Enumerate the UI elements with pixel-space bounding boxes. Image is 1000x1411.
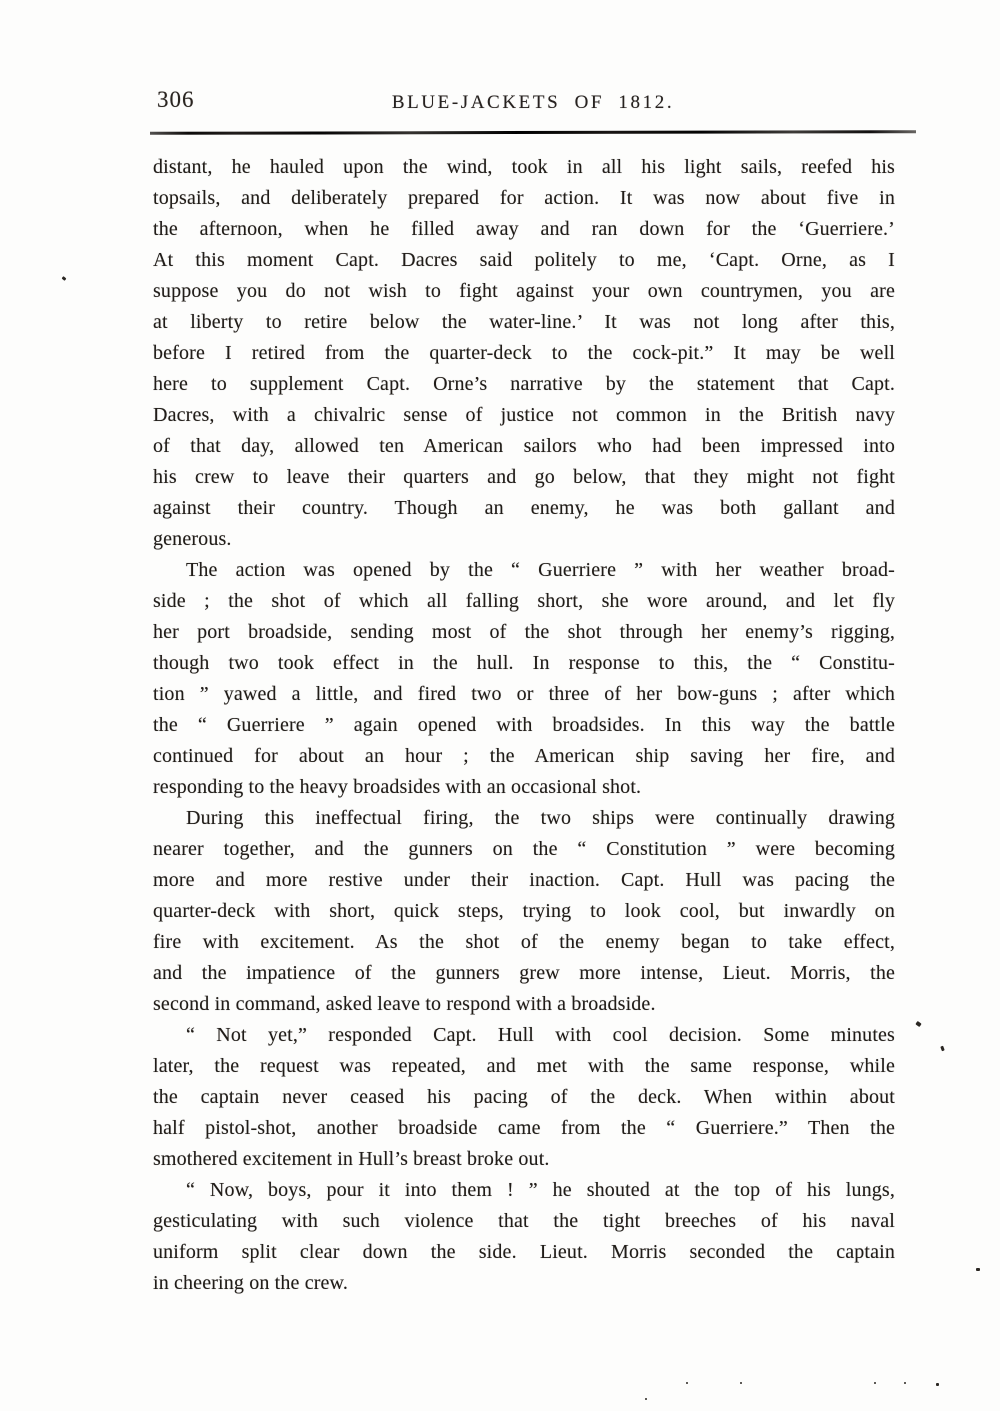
scan-speck [936, 1383, 939, 1386]
text-line: generous. [153, 528, 232, 550]
text-line: of that day, allowed ten American sailors who had been impressed into [153, 435, 895, 457]
scan-speck [940, 1046, 945, 1052]
text-line: in cheering on the crew. [153, 1272, 348, 1294]
text-line: at liberty to retire below the water-line.’ It was not long after this, [153, 311, 895, 333]
text-line: continued for about an hour ; the American ship saving her fire, and [153, 745, 895, 767]
text-line: gesticulating with such violence that the tight breeches of his naval [153, 1210, 895, 1232]
text-line: second in command, asked leave to respond with a broadside. [153, 993, 656, 1015]
paragraph [153, 1020, 895, 1175]
text-line: fire with excitement. As the shot of the enemy began to take effect, [153, 931, 895, 953]
scan-speck [62, 276, 67, 281]
text-line: smothered excitement in Hull’s breast broke out. [153, 1148, 550, 1170]
text-line: responding to the heavy broadsides with an occasional shot. [153, 776, 642, 798]
scan-speck [915, 1021, 921, 1027]
header-rule [150, 130, 916, 135]
text-line: the afternoon, when he filled away and ran down for the ‘Guerriere.’ [153, 218, 895, 240]
text-line: During this ineffectual firing, the two ships were continually drawing [186, 807, 895, 829]
scan-speck [874, 1382, 876, 1384]
text-line: At this moment Capt. Dacres said politely to me, ‘Capt. Orne, as I [153, 249, 895, 271]
scan-speck [645, 1398, 647, 1400]
text-line: before I retired from the quarter-deck to the cock-pit.” It may be well [153, 342, 895, 364]
text-line: though two took effect in the hull. In response to this, the “ Constitu- [153, 652, 895, 674]
text-line: later, the request was repeated, and met with the same response, while [153, 1055, 895, 1077]
paragraph [153, 1175, 895, 1299]
text-line: here to supplement Capt. Orne’s narrative by the statement that Capt. [153, 373, 895, 395]
text-line: against their country. Though an enemy, he was both gallant and [153, 497, 895, 519]
text-line: The action was opened by the “ Guerriere ” with her weather broad- [186, 559, 895, 581]
text-line: the captain never ceased his pacing of the deck. When within about [153, 1086, 895, 1108]
text-line: more and more restive under their inaction. Capt. Hull was pacing the [153, 869, 895, 891]
running-title: BLUE-JACKETS OF 1812. [391, 92, 675, 113]
text-line: tion ” yawed a little, and fired two or three of her bow-guns ; after which [153, 683, 895, 705]
text-line: her port broadside, sending most of the shot through her enemy’s rigging, [153, 621, 895, 643]
text-line: the “ Guerriere ” again opened with broadsides. In this way the battle [153, 714, 895, 736]
text-line: distant, he hauled upon the wind, took in all his light sails, reefed his [153, 156, 895, 178]
paragraph [153, 555, 895, 803]
scan-speck [740, 1382, 742, 1384]
text-line: “ Now, boys, pour it into them ! ” he shouted at the top of his lungs, [186, 1179, 895, 1201]
paragraph [153, 152, 895, 555]
scan-speck [686, 1382, 688, 1384]
scan-speck [976, 1268, 980, 1271]
text-line: Dacres, with a chivalric sense of justice not common in the British navy [153, 404, 895, 426]
text-line: side ; the shot of which all falling short, she wore around, and let fly [153, 590, 895, 612]
text-line: suppose you do not wish to fight against your own countrymen, you are [153, 280, 895, 302]
text-line: nearer together, and the gunners on the “ Constitution ” were becoming [153, 838, 895, 860]
body-text [153, 152, 895, 1299]
text-line: his crew to leave their quarters and go below, that they might not fight [153, 466, 895, 488]
text-line: uniform split clear down the side. Lieut. Morris seconded the captain [153, 1241, 895, 1263]
text-line: and the impatience of the gunners grew more intense, Lieut. Morris, the [153, 962, 895, 984]
text-line: “ Not yet,” responded Capt. Hull with cool decision. Some minutes [186, 1024, 895, 1046]
scan-speck [904, 1382, 906, 1384]
page-number: 306 [157, 87, 195, 112]
text-line: quarter-deck with short, quick steps, trying to look cool, but inwardly on [153, 900, 895, 922]
text-line: topsails, and deliberately prepared for action. It was now about five in [153, 187, 895, 209]
text-line: half pistol-shot, another broadside came from the “ Guerriere.” Then the [153, 1117, 895, 1139]
paragraph [153, 803, 895, 1020]
